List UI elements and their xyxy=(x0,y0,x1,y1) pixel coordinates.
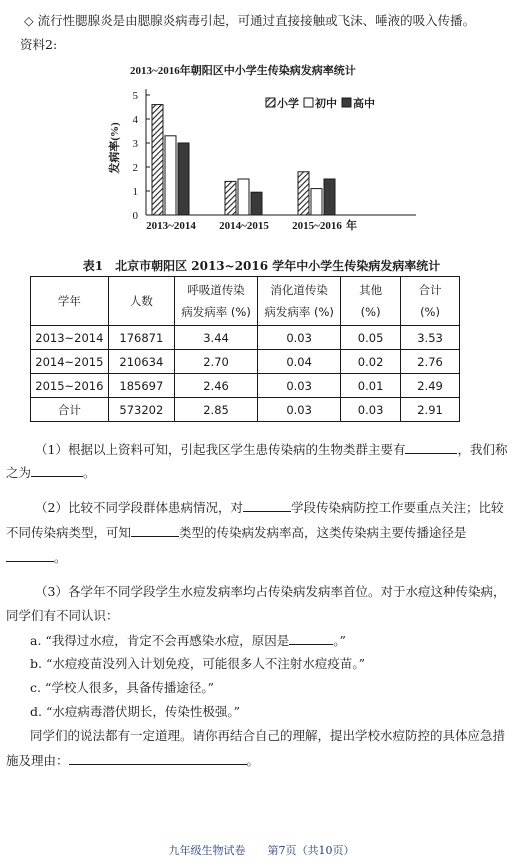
x-tick-label: 2014~2015 xyxy=(219,220,269,232)
x-tick-label: 2013~2014 xyxy=(146,220,196,232)
table-cell: 0.01 xyxy=(341,374,401,398)
table-header-cell xyxy=(341,277,401,326)
q1-blank-1[interactable] xyxy=(405,440,457,454)
infection-rate-table xyxy=(30,276,460,422)
table-cell: 0.05 xyxy=(341,326,401,350)
table-header-text: 学年 xyxy=(57,294,81,308)
page-footer: 九年级生物试卷 第7页（共10页） xyxy=(168,844,355,857)
table-header-text: 病发病率 (%) xyxy=(181,305,251,319)
table-cell: 3.44 xyxy=(174,326,257,350)
bar-小学-2013~2014 xyxy=(152,105,163,215)
q3-option-a xyxy=(30,631,523,650)
table-header-text: 其他 xyxy=(359,283,383,297)
table-header-text: (%) xyxy=(360,305,381,319)
q3-end-line1: 同学们的说法都有一定道理。请你再结合自己的理解，提出学校水痘防控的具体应急措 xyxy=(30,728,506,743)
legend-label-高中: 高中 xyxy=(353,98,375,110)
table-cell: 0.04 xyxy=(258,350,341,374)
table-cell: 0.02 xyxy=(341,350,401,374)
table-header-text: 病发病率 (%) xyxy=(264,305,334,319)
q2-line2 xyxy=(6,523,523,542)
table-cell: 2.85 xyxy=(174,398,257,422)
table-cell: 2014~2015 xyxy=(31,350,109,374)
q3-blank-a[interactable] xyxy=(289,631,333,645)
x-tick-label: 2015~2016 xyxy=(292,220,342,232)
table-row xyxy=(31,374,460,398)
q2-line1 xyxy=(35,498,523,517)
infection-rate-bar-chart xyxy=(100,58,430,238)
legend-label-小学: 小学 xyxy=(277,98,299,110)
table-row xyxy=(31,326,460,350)
q3-a-text: a. “我得过水痘，肯定不会再感染水痘，原因是 xyxy=(30,633,290,648)
bar-高中-2013~2014 xyxy=(178,143,189,215)
legend-swatch-小学 xyxy=(266,98,275,107)
intro-line: ◇ 流行性腮腺炎是由腮腺炎病毒引起，可通过直接接触或飞沫、唾液的吸入传播。 xyxy=(24,13,476,28)
table-caption: 表1 北京市朝阳区 2013~2016 学年中小学生传染病发病率统计 xyxy=(82,259,441,273)
q2-text-a: （2）比较不同学段群体患病情况，对 xyxy=(35,500,243,515)
y-tick-label: 3 xyxy=(132,138,138,150)
table-cell: 176871 xyxy=(108,326,174,350)
table-header-text: (%) xyxy=(420,305,440,319)
table-header-text: 呼吸道传染 xyxy=(187,283,245,297)
table-header-text: 人数 xyxy=(129,294,153,308)
table-row xyxy=(31,398,460,422)
table-cell: 0.03 xyxy=(341,398,401,422)
q2-blank-3[interactable] xyxy=(6,548,54,562)
q1-line1 xyxy=(35,440,523,459)
y-tick-label: 4 xyxy=(132,114,138,126)
table-header-cell xyxy=(258,277,341,326)
x-tick-suffix: 年 xyxy=(346,220,357,232)
bar-初中-2015~2016 xyxy=(311,189,322,215)
table-header-cell xyxy=(108,277,174,326)
legend-label-初中: 初中 xyxy=(315,98,337,110)
bar-高中-2014~2015 xyxy=(251,192,262,215)
table-cell: 2013~2014 xyxy=(31,326,109,350)
table-cell: 2.49 xyxy=(401,374,460,398)
q2-text-e: 。 xyxy=(54,550,67,565)
y-tick-label: 0 xyxy=(132,210,138,222)
table-cell: 2.91 xyxy=(401,398,460,422)
material-label: 资料2: xyxy=(20,37,58,52)
legend-swatch-高中 xyxy=(342,98,351,107)
table-header-text: 合计 xyxy=(418,283,442,297)
chart-title: 2013~2016年朝阳区中小学生传染病发病率统计 xyxy=(130,65,356,77)
q2-text-d: 类型的传染病发病率高，这类传染病主要传播途径是 xyxy=(179,525,467,540)
table-cell: 2.70 xyxy=(174,350,257,374)
table-cell: 573202 xyxy=(108,398,174,422)
bar-初中-2014~2015 xyxy=(238,179,249,215)
table-row xyxy=(31,350,460,374)
bar-高中-2015~2016 xyxy=(324,179,335,215)
table-cell: 0.03 xyxy=(258,398,341,422)
q2-blank-1[interactable] xyxy=(243,498,291,512)
q1-line2 xyxy=(6,463,523,482)
table-cell: 2.46 xyxy=(174,374,257,398)
table-cell: 3.53 xyxy=(401,326,460,350)
bar-小学-2014~2015 xyxy=(225,181,236,215)
y-axis-label: 发病率(%) xyxy=(109,122,121,174)
table-cell: 0.03 xyxy=(258,326,341,350)
table-header-row xyxy=(31,277,460,326)
q1-blank-2[interactable] xyxy=(31,463,83,477)
q3-intro2: 同学们有不同认识： xyxy=(6,608,119,623)
q2-text-c: 不同传染病类型，可知 xyxy=(6,525,132,540)
table-header-cell xyxy=(401,277,460,326)
q2-blank-2[interactable] xyxy=(131,523,179,537)
table-cell: 210634 xyxy=(108,350,174,374)
q1-text-d: 。 xyxy=(83,465,96,480)
q3-option-d: d. “水痘病毒潜伏期长，传染性极强。” xyxy=(30,704,240,719)
q3-option-b: b. “水痘疫苗没列入计划免疫，可能很多人不注射水痘疫苗。” xyxy=(30,656,365,671)
table-header-cell xyxy=(174,277,257,326)
table-cell: 2.76 xyxy=(401,350,460,374)
q3-a-close: 。” xyxy=(333,633,346,648)
q2-text-b: 学段传染病防控工作要重点关注；比较 xyxy=(290,500,504,515)
legend-swatch-初中 xyxy=(304,98,313,107)
table-cell: 185697 xyxy=(108,374,174,398)
q3-intro1: （3）各学年不同学段学生水痘发病率均占传染病发病率首位。对于水痘这种传染病， xyxy=(35,584,506,599)
table-header-cell xyxy=(31,277,109,326)
bar-小学-2015~2016 xyxy=(298,172,309,215)
q3-end-text: 施及理由： xyxy=(6,753,69,768)
q1-text-c: 之为 xyxy=(6,465,32,480)
y-tick-label: 1 xyxy=(132,186,138,198)
q3-blank-answer[interactable] xyxy=(69,751,247,765)
table-header-text: 消化道传染 xyxy=(270,283,328,297)
q3-option-c: c. “学校人很多，具备传播途径。” xyxy=(30,680,214,695)
y-tick-label: 5 xyxy=(132,90,138,102)
table-cell: 合计 xyxy=(31,398,109,422)
q3-end-period: 。 xyxy=(246,753,260,768)
table-cell: 2015~2016 xyxy=(31,374,109,398)
table-cell: 0.03 xyxy=(258,374,341,398)
q2-line3 xyxy=(6,548,523,567)
bar-初中-2013~2014 xyxy=(165,136,176,215)
q1-text-a: （1）根据以上资料可知，引起我区学生患传染病的生物类群主要有 xyxy=(35,442,406,457)
y-tick-label: 2 xyxy=(132,162,138,174)
q3-end-line2 xyxy=(6,751,523,770)
q1-text-b: ，我们称 xyxy=(457,442,508,457)
